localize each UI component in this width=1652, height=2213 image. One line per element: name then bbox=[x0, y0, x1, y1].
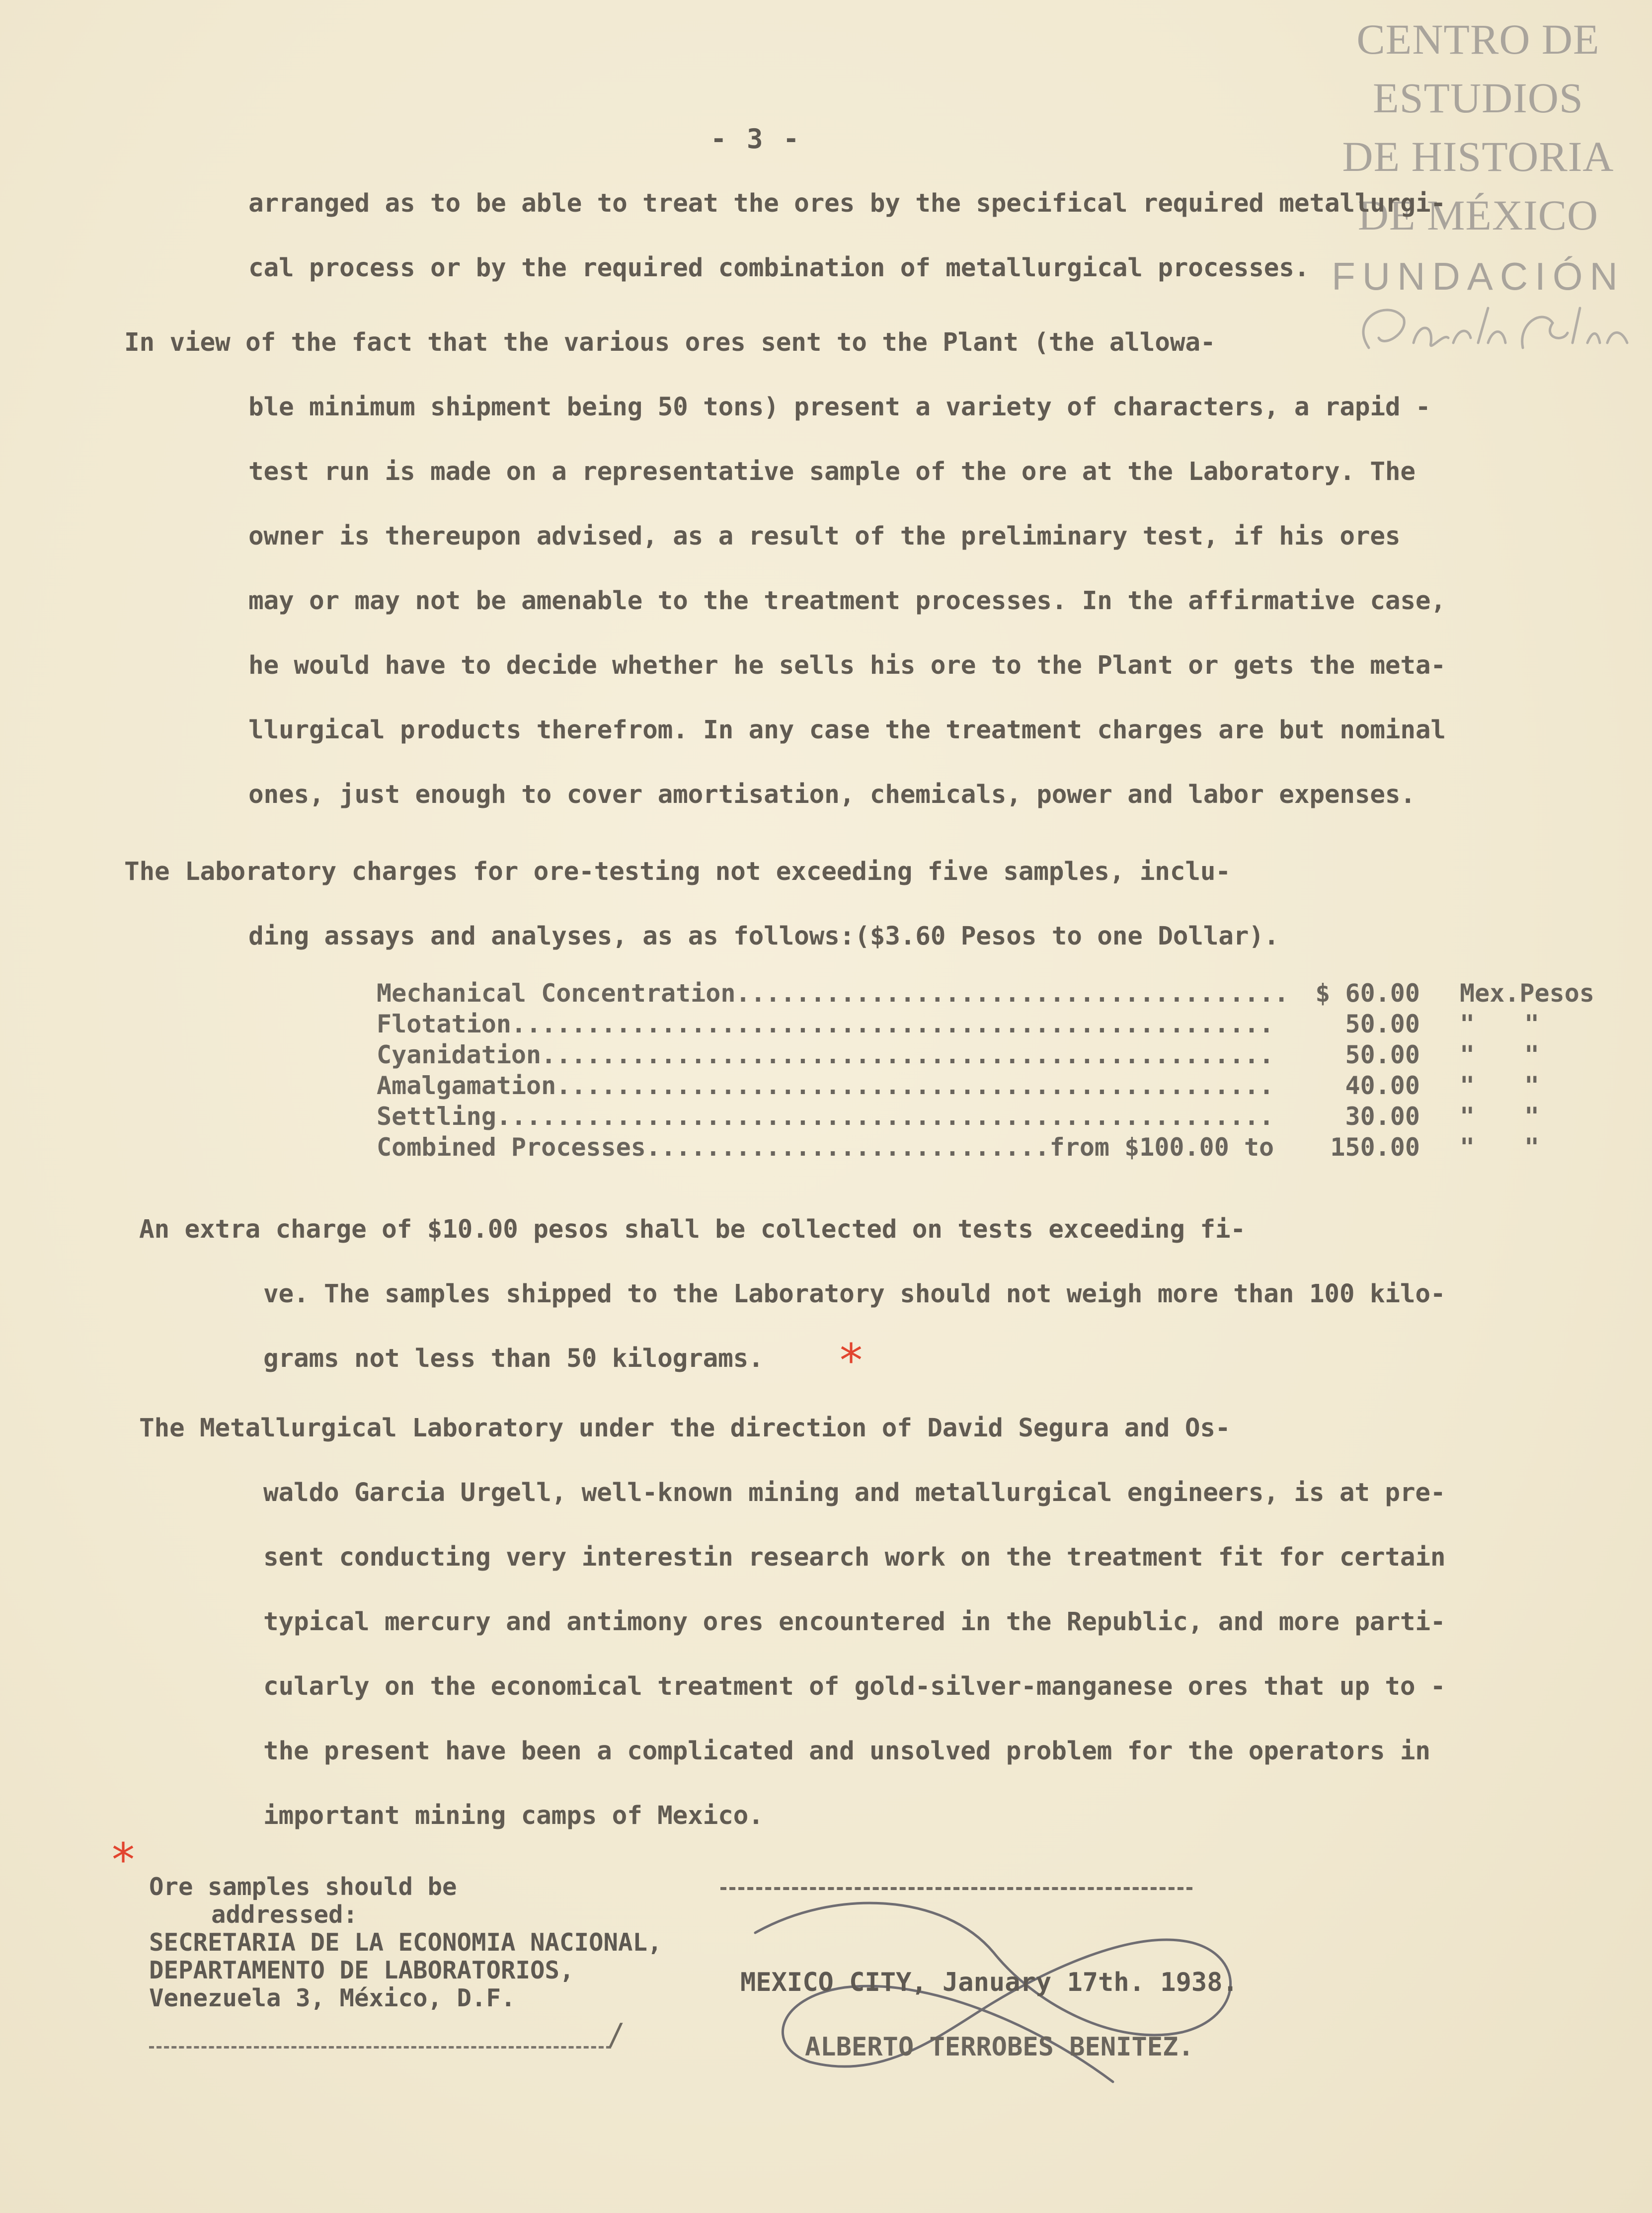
charge-item: Combined Processes...........................from $100.00 to bbox=[377, 1133, 1274, 1162]
signatory-name: ALBERTO TERROBES BENITEZ. bbox=[805, 2032, 1194, 2062]
text-line: typical mercury and antimony ores encountered in the Republic, and more parti- bbox=[263, 1607, 1446, 1637]
text-line: cularly on the economical treatment of gold-silver-manganese ores that up to - bbox=[263, 1672, 1446, 1701]
table-row bbox=[377, 1010, 1540, 1040]
text-line: sent conducting very interestin research work on the treatment fit for certain bbox=[263, 1543, 1446, 1572]
table-row bbox=[377, 979, 1594, 1010]
ditto-mark: " bbox=[1524, 1040, 1540, 1069]
footer-line: SECRETARIA DE LA ECONOMIA NACIONAL, bbox=[149, 1928, 662, 1957]
ditto-mark: " bbox=[1460, 1133, 1475, 1162]
text-line: An extra charge of $10.00 pesos shall be collected on tests exceeding fi- bbox=[139, 1215, 1246, 1244]
text-line: cal process or by the required combination of metallurgical processes. bbox=[248, 253, 1310, 283]
text-line: llurgical products therefrom. In any case the treatment charges are but nominal bbox=[248, 715, 1446, 745]
charge-amount: 30.00 bbox=[1345, 1102, 1420, 1131]
ditto-mark: " bbox=[1524, 1071, 1540, 1100]
charge-amount: 150.00 bbox=[1330, 1133, 1420, 1162]
footer-line: DEPARTAMENTO DE LABORATORIOS, bbox=[149, 1956, 574, 1984]
paragraph-3 bbox=[124, 840, 1279, 969]
charge-amount: 40.00 bbox=[1345, 1071, 1420, 1100]
text-line: he would have to decide whether he sells his ore to the Plant or gets the meta- bbox=[248, 651, 1446, 680]
charge-item: Amalgamation................................................ bbox=[377, 1071, 1274, 1100]
ditto-mark: " bbox=[1460, 1071, 1475, 1100]
text-line: may or may not be amenable to the treatment processes. In the affirmative case, bbox=[248, 586, 1446, 616]
ditto-mark: " bbox=[1460, 1102, 1475, 1131]
watermark-line: ESTUDIOS bbox=[1373, 74, 1583, 122]
text-line: the present have been a complicated and unsolved problem for the operators in bbox=[263, 1737, 1430, 1766]
asterisk-mark: * bbox=[840, 1334, 863, 1387]
ditto-mark: " bbox=[1460, 1010, 1475, 1038]
footer-line: addressed: bbox=[211, 1900, 358, 1929]
text-line: important mining camps of Mexico. bbox=[263, 1801, 764, 1830]
asterisk-mark: * bbox=[112, 1833, 135, 1887]
charge-item: Mechanical Concentration..................................... bbox=[377, 979, 1289, 1008]
charge-amount: 50.00 bbox=[1345, 1010, 1420, 1038]
charge-item: Flotation................................................... bbox=[377, 1010, 1274, 1038]
ditto-mark: " bbox=[1524, 1010, 1540, 1038]
text-line: ve. The samples shipped to the Laboratory should not weigh more than 100 kilo- bbox=[263, 1279, 1446, 1309]
table-row bbox=[377, 1040, 1540, 1071]
text-line: arranged as to be able to treat the ores by the specifical required metallurgi- bbox=[248, 189, 1446, 218]
charge-amount: $ 60.00 bbox=[1315, 979, 1420, 1008]
table-row bbox=[377, 1102, 1540, 1133]
footer-underline bbox=[149, 2042, 611, 2049]
text-line: ding assays and analyses, as as follows:($3.60 Pesos to one Dollar). bbox=[248, 922, 1279, 951]
text-line: ble minimum shipment being 50 tons) present a variety of characters, a rapid - bbox=[248, 393, 1431, 422]
text-line: grams not less than 50 kilograms. bbox=[263, 1344, 764, 1373]
table-row bbox=[377, 1071, 1540, 1102]
watermark-line: CENTRO DE bbox=[1356, 15, 1600, 63]
text-line: ones, just enough to cover amortisation, chemicals, power and labor expenses. bbox=[248, 780, 1416, 809]
paragraph-1 bbox=[248, 171, 1446, 301]
footer-address-note bbox=[149, 1873, 662, 2012]
watermark-foundation: FUNDACIÓN bbox=[1332, 254, 1625, 298]
text-line: In view of the fact that the various ores sent to the Plant (the allowa- bbox=[124, 328, 1216, 357]
watermark-line: DE HISTORIA bbox=[1342, 133, 1614, 180]
text-line: The Metallurgical Laboratory under the direction of David Segura and Os- bbox=[139, 1414, 1231, 1443]
charge-amount: 50.00 bbox=[1345, 1040, 1420, 1069]
watermark-line: DE MÉXICO bbox=[1357, 191, 1599, 239]
table-row bbox=[377, 1133, 1540, 1164]
text-line: The Laboratory charges for ore-testing not exceeding five samples, inclu- bbox=[124, 857, 1231, 886]
signature-place-date: MEXICO CITY, January 17th. 1938. bbox=[740, 1968, 1238, 1997]
text-line: waldo Garcia Urgell, well-known mining and metallurgical engineers, is at pre- bbox=[263, 1478, 1446, 1507]
currency-header: Mex.Pesos bbox=[1460, 979, 1594, 1008]
page-number: - 3 - bbox=[710, 123, 801, 155]
text-line: test run is made on a representative sample of the ore at the Laboratory. The bbox=[248, 457, 1416, 486]
charge-item: Cyanidation................................................. bbox=[377, 1040, 1274, 1069]
paragraph-4 bbox=[139, 1197, 1445, 1391]
footer-line: Venezuela 3, México, D.F. bbox=[149, 1984, 516, 2012]
charge-item: Settling.................................................... bbox=[377, 1102, 1274, 1131]
ditto-mark: " bbox=[1524, 1133, 1540, 1162]
ditto-mark: " bbox=[1524, 1102, 1540, 1131]
footer-line: Ore samples should be bbox=[149, 1873, 457, 1901]
paragraph-5 bbox=[139, 1396, 1445, 1848]
footer-underline-end: / bbox=[607, 2017, 626, 2052]
text-line: owner is thereupon advised, as a result of the preliminary test, if his ores bbox=[248, 522, 1401, 551]
paragraph-2 bbox=[124, 311, 1446, 827]
ditto-mark: " bbox=[1460, 1040, 1475, 1069]
